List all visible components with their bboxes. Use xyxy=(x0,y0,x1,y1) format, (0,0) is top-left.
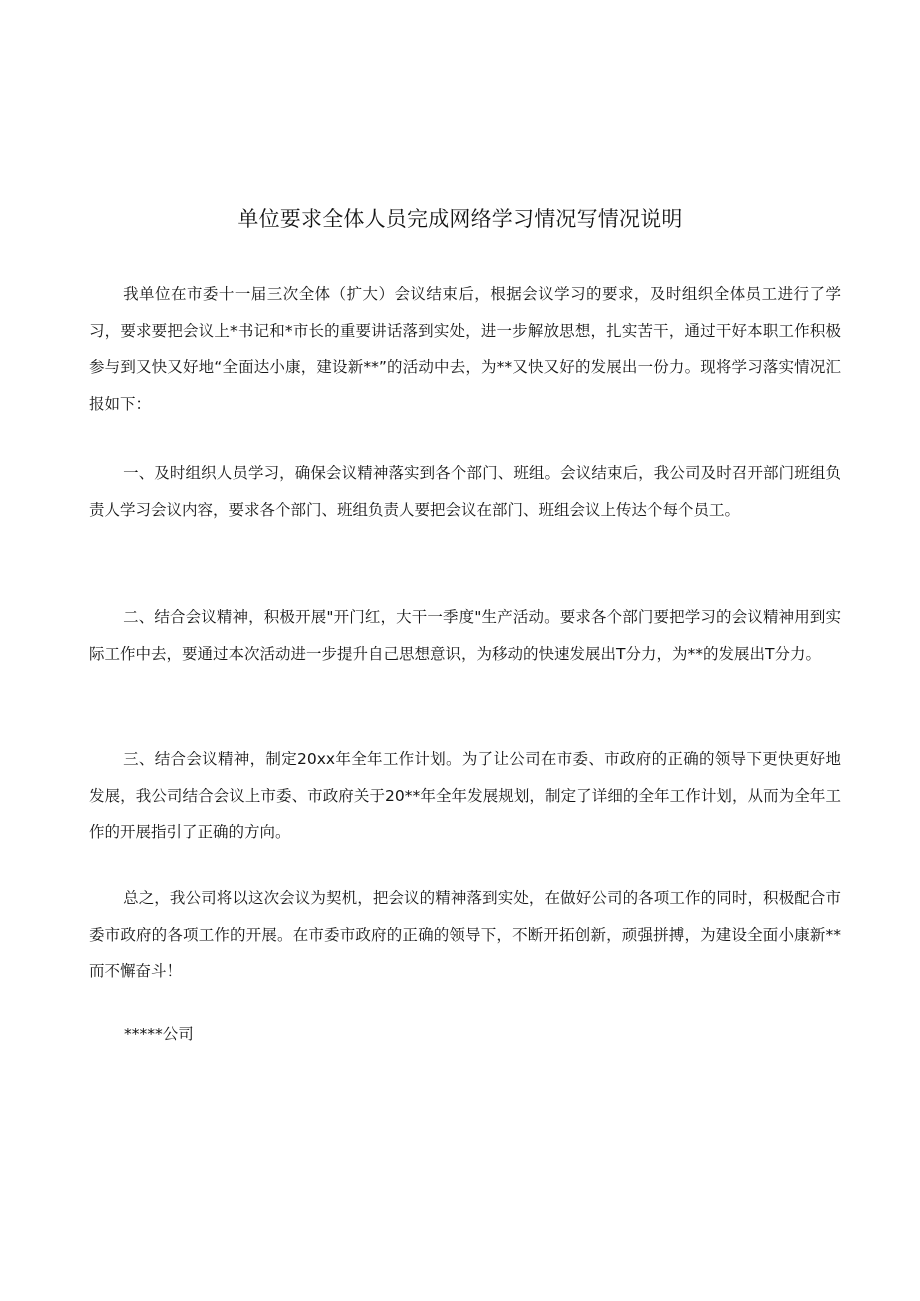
paragraph-item-1: 一、及时组织人员学习，确保会议精神落实到各个部门、班组。会议结束后，我公司及时召开部门班组负责人学习会议内容，要求各个部门、班组负责人要把会议在部门、班组会议上传达个每个员工。 xyxy=(89,464,841,519)
paragraph-item-2: 二、结合会议精神，积极开展"开门红，大干一季度"生产活动。要求各个部门要把学习的会议精神用到实际工作中去，要通过本次活动进一步提升自己思想意识，为移动的快速发展出T分力，为**的发展出T分力。 xyxy=(89,608,841,663)
paragraph-item-3: 三、结合会议精神，制定20xx年全年工作计划。为了让公司在市委、市政府的正确的领导下更快更好地发展，我公司结合会议上市委、市政府关于20**年全年发展规划，制定了详细的全年工作计划，从而为全年工作的开展指引了正确的方向。 xyxy=(89,750,841,841)
signature: *****公司 xyxy=(124,1025,194,1043)
paragraph-intro: 我单位在市委十一届三次全体（扩大）会议结束后，根据会议学习的要求，及时组织全体员工进行了学习，要求要把会议上*书记和*市长的重要讲话落到实处，进一步解放思想，扎实苦干，通过干好本职工作积极参与到又快又好地“全面达小康，建设新**”的活动中去，为**又快又好的发展出一份力。现将学习落实情况汇报如下： xyxy=(89,285,841,413)
document-title: 单位要求全体人员完成网络学习情况写情况说明 xyxy=(237,207,683,231)
paragraph-conclusion: 总之，我公司将以这次会议为契机，把会议的精神落到实处，在做好公司的各项工作的同时，积极配合市委市政府的各项工作的开展。在市委市政府的正确的领导下，不断开拓创新，顽强拼搏，为建设全面小康新**而不懈奋斗！ xyxy=(89,889,841,980)
